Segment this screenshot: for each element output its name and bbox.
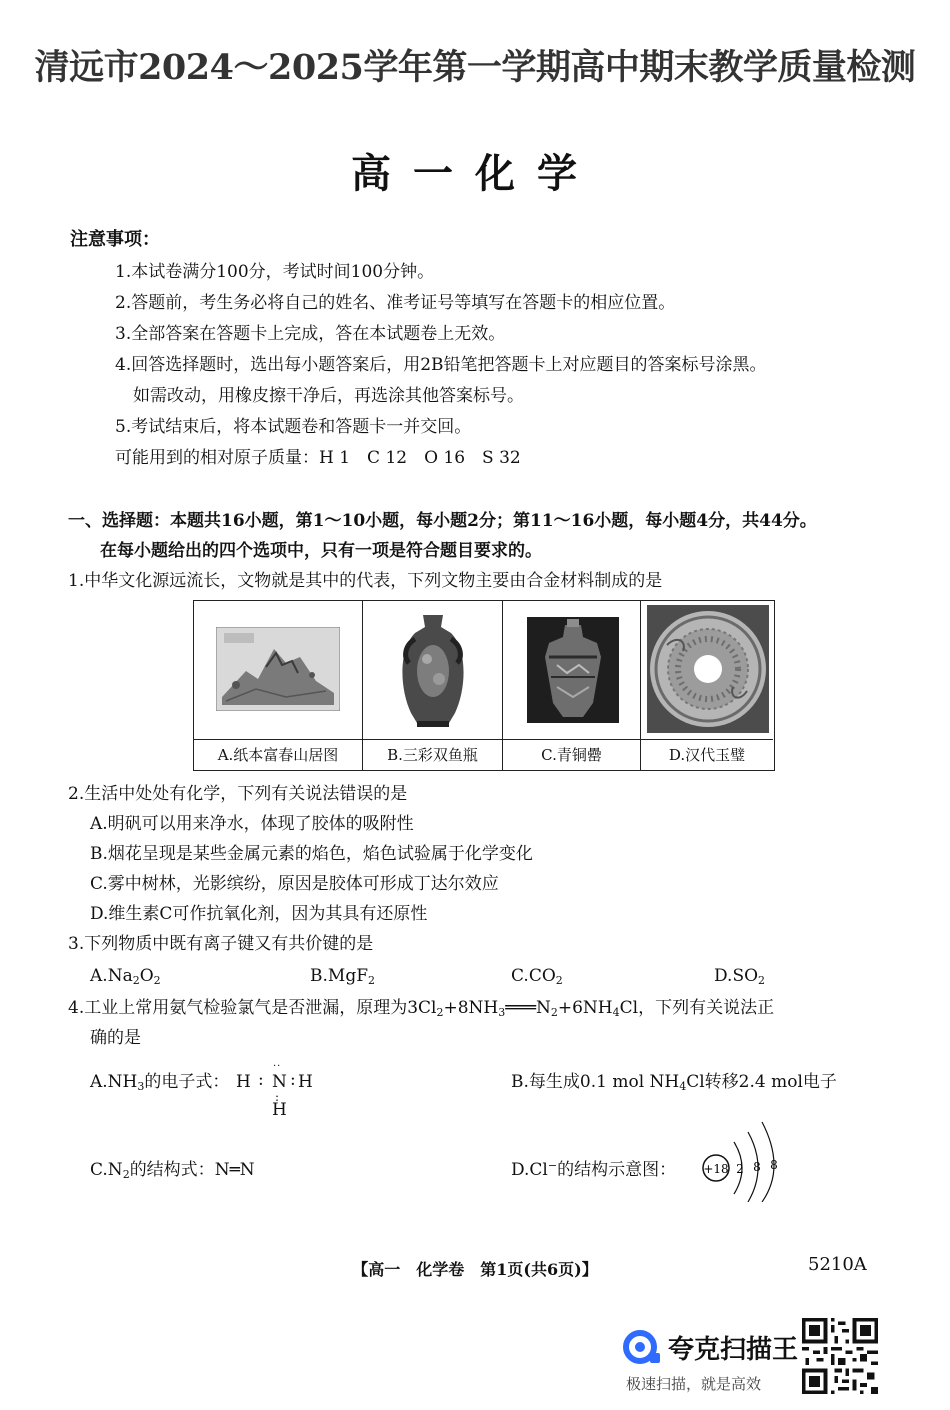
bronze-lei-image bbox=[527, 617, 619, 723]
question-2-option-d: D.维生素C可作抗氧化剂，因为其具有还原性 bbox=[90, 904, 428, 924]
jade-bi-disc-image bbox=[647, 605, 769, 733]
tricolor-vase-image bbox=[395, 609, 471, 731]
exam-title: 清远市2024～2025学年第一学期高中期末教学质量检测 bbox=[34, 47, 916, 88]
reaction-equation: $3Cl_2+8NH_3═══N_2+6NH_4Cl$ bbox=[407, 998, 639, 1019]
option-a-caption: A.纸本富春山居图 bbox=[194, 739, 362, 770]
option-d-cell bbox=[641, 601, 773, 770]
question-3-option-d: $D.SO_2$ bbox=[714, 966, 766, 987]
nitrogen-structural-formula: N═N bbox=[214, 1160, 255, 1180]
question-1-image-table bbox=[193, 600, 775, 771]
subject-title: 高一化学 bbox=[351, 150, 599, 197]
question-4-option-d: D.Cl−的结构示意图： bbox=[511, 1159, 677, 1180]
chloride-ion-structure-diagram bbox=[700, 1112, 790, 1202]
question-4-option-b: B.每生成0.1 mol $NH_4Cl$转移2.4 mol电子 bbox=[511, 1072, 837, 1093]
section-instruction: 在每小题给出的四个选项中，只有一项是符合题目要求的。 bbox=[100, 541, 542, 561]
landscape-painting-image bbox=[216, 627, 340, 711]
option-d-caption: D.汉代玉璧 bbox=[641, 739, 773, 770]
shell-1-count: 2 bbox=[736, 1162, 744, 1176]
question-3-option-a: $A.Na_2O_2$ bbox=[90, 966, 161, 987]
question-3-option-c: $C.CO_2$ bbox=[511, 966, 563, 987]
paper-code: 5210A bbox=[808, 1254, 867, 1275]
option-c-caption: C.青铜罍 bbox=[503, 739, 640, 770]
scanner-app-name: 夸克扫描王 bbox=[668, 1335, 799, 1365]
question-2-option-b: B.烟花呈现是某些金属元素的焰色，焰色试验属于化学变化 bbox=[90, 844, 533, 864]
notice-item: 5.考试结束后，将本试题卷和答题卡一并交回。 bbox=[115, 417, 472, 437]
notice-item: 3.全部答案在答题卡上完成，答在本试题卷上无效。 bbox=[115, 324, 506, 344]
question-4-stem-cont: 确的是 bbox=[90, 1028, 141, 1048]
question-2-option-c: C.雾中树林，光影缤纷，原因是胶体可形成丁达尔效应 bbox=[90, 874, 499, 894]
option-c-cell bbox=[503, 601, 641, 770]
qr-code bbox=[802, 1318, 878, 1394]
notice-item: 4.回答选择题时，选出每小题答案后，用2B铅笔把答题卡上对应题目的答案标号涂黑。 bbox=[115, 355, 767, 375]
question-3-stem: 3.下列物质中既有离子键又有共价键的是 bbox=[68, 934, 374, 954]
option-a-cell bbox=[194, 601, 363, 770]
quark-logo-icon bbox=[620, 1327, 666, 1369]
question-3-option-b: B.MgF$_2$ bbox=[310, 966, 375, 987]
ammonia-electron-formula: H : ·· N : H : H bbox=[236, 1061, 313, 1120]
page-footer: 【高一 化学卷 第1页(共6页)】 bbox=[352, 1260, 598, 1279]
question-2-option-a: A.明矾可以用来净水，体现了胶体的吸附性 bbox=[90, 814, 414, 834]
notice-item: 如需改动，用橡皮擦干净后，再选涂其他答案标号。 bbox=[133, 386, 524, 406]
scanner-slogan: 极速扫描，就是高效 bbox=[626, 1375, 762, 1393]
question-1-stem: 1.中华文化源远流长，文物就是其中的代表，下列文物主要由合金材料制成的是 bbox=[68, 571, 663, 591]
notice-item: 1.本试卷满分100分，考试时间100分钟。 bbox=[115, 262, 435, 282]
option-b-caption: B.三彩双鱼瓶 bbox=[363, 739, 502, 770]
section-heading: 一、选择题：本题共16小题，第1～10小题，每小题2分；第11～16小题，每小题4分，共44分。 bbox=[68, 511, 817, 531]
shell-3-count: 8 bbox=[770, 1158, 778, 1172]
question-4-option-c: $C.N_2$的结构式：N═N bbox=[90, 1160, 255, 1181]
atomic-mass-line: 可能用到的相对原子质量：H 1 C 12 O 16 S 32 bbox=[115, 448, 521, 468]
question-4-stem: 4.工业上常用氨气检验氯气是否泄漏，原理为$3Cl_2+8NH_3═══N_2+6NH_4Cl$，下列有关说法正 bbox=[68, 998, 775, 1019]
option-b-cell bbox=[363, 601, 503, 770]
notice-heading: 注意事项： bbox=[70, 229, 160, 250]
notice-item: 2.答题前，考生务必将自己的姓名、准考证号等填写在答题卡的相应位置。 bbox=[115, 293, 676, 313]
question-2-stem: 2.生活中处处有化学，下列有关说法错误的是 bbox=[68, 784, 408, 804]
nucleus-charge: +18 bbox=[703, 1162, 729, 1176]
question-4-option-a: $A.NH_3$的电子式： bbox=[90, 1072, 230, 1093]
shell-2-count: 8 bbox=[753, 1160, 761, 1174]
